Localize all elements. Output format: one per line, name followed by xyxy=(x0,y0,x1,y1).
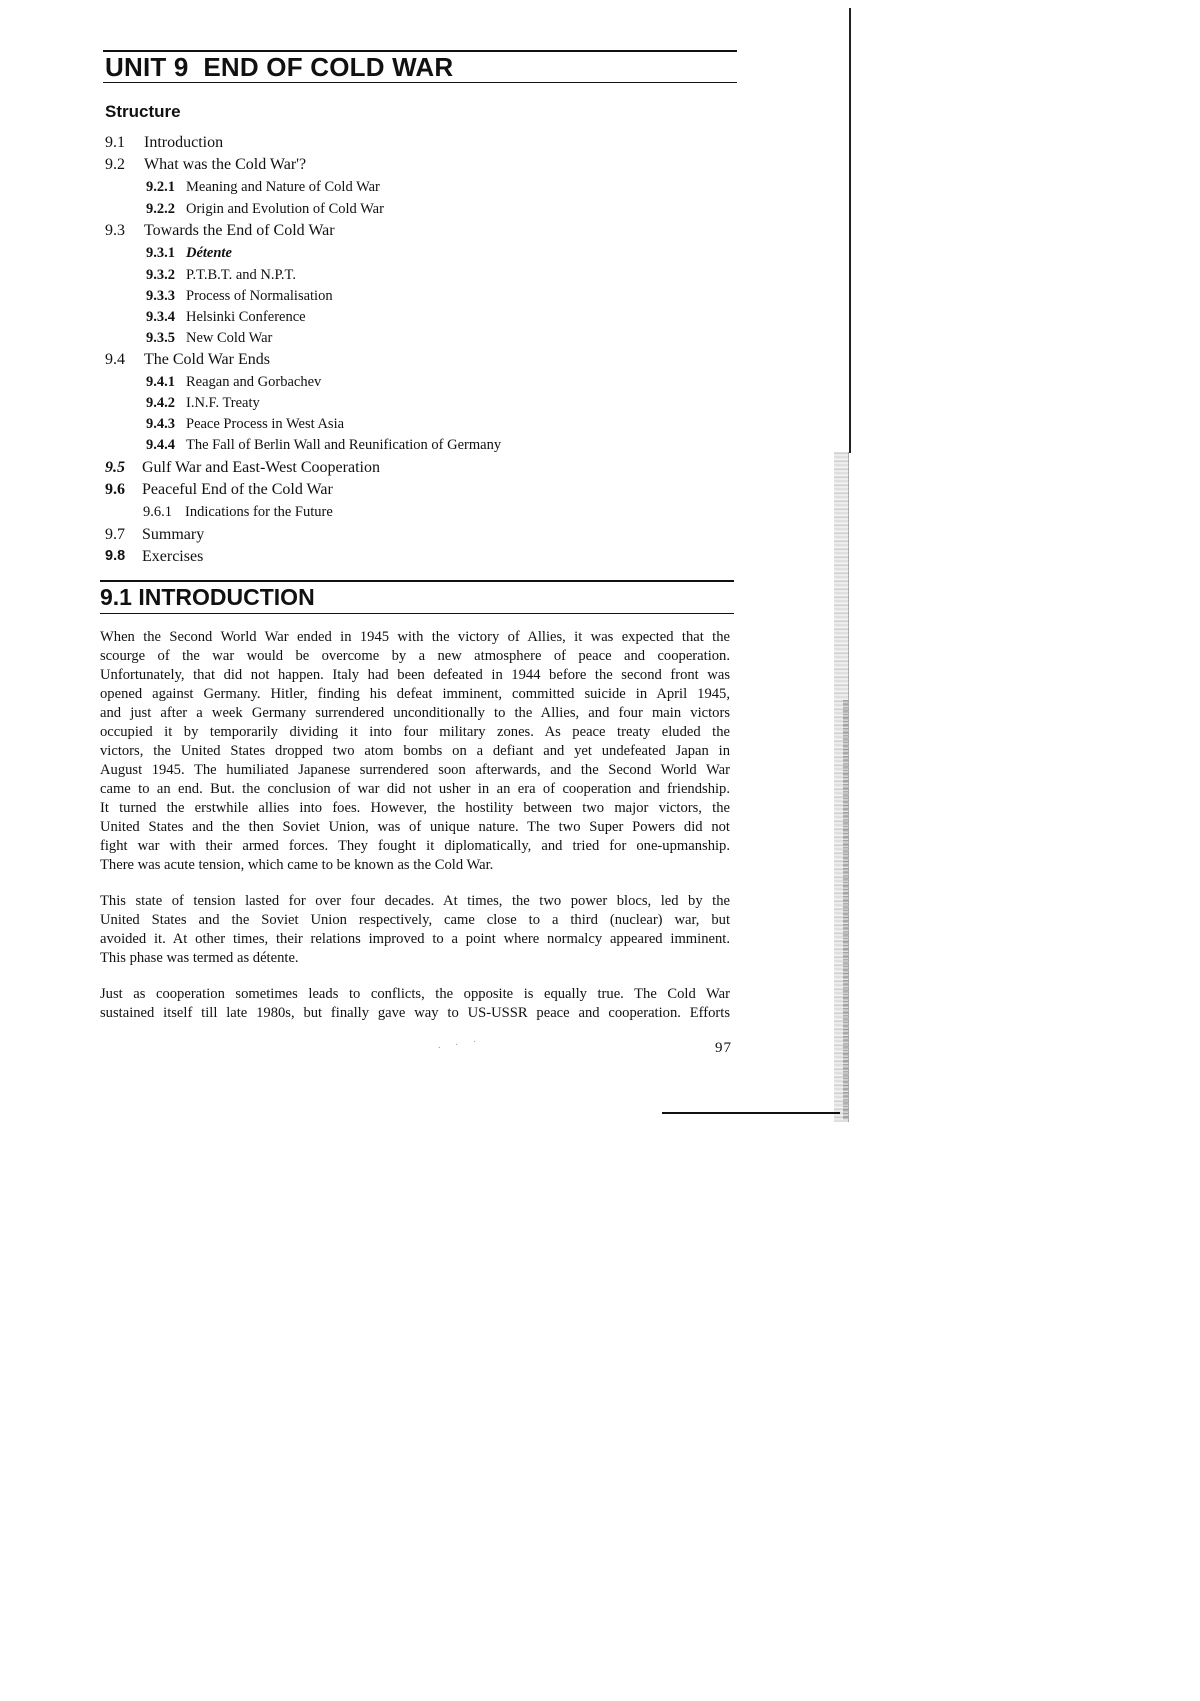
text-line: avoided it. At other times, their relations improved to a point where normalcy appeared imminent. xyxy=(100,931,730,947)
toc-label: I.N.F. Treaty xyxy=(186,395,260,411)
toc-label: Origin and Evolution of Cold War xyxy=(186,201,384,217)
text-line: came to an end. But. the conclusion of war did not usher in an era of cooperation and friendship. xyxy=(100,781,730,797)
toc-number: 9.7 xyxy=(105,526,125,543)
toc-number: 9.3.1 xyxy=(146,245,175,261)
section-bottom-rule xyxy=(100,613,734,614)
binding-line xyxy=(849,8,851,453)
scan-noise: . · ˙ xyxy=(438,1040,483,1051)
toc-label: Meaning and Nature of Cold War xyxy=(186,179,380,195)
text-line: fight war with their armed forces. They fought it diplomatically, and tried for one-upmanship. xyxy=(100,838,730,854)
toc-label: What was the Cold War'? xyxy=(144,156,307,173)
toc-label: Peace Process in West Asia xyxy=(186,416,345,432)
toc-number: 9.3.5 xyxy=(146,330,175,346)
toc-label: Gulf War and East-West Cooperation xyxy=(142,459,380,476)
toc-label: Helsinki Conference xyxy=(186,309,306,325)
toc-label: P.T.B.T. and N.P.T. xyxy=(186,267,296,283)
toc-number: 9.1 xyxy=(105,134,125,151)
toc-number: 9.3 xyxy=(105,222,125,239)
toc-number: 9.4.2 xyxy=(146,395,175,411)
text-line: There was acute tension, which came to be known as the Cold War. xyxy=(100,857,494,873)
text-line: This state of tension lasted for over four decades. At times, the two power blocs, led by the xyxy=(100,893,730,909)
body-paragraph-2 xyxy=(100,892,730,968)
toc-number: 9.4.1 xyxy=(146,374,175,390)
text-line: August 1945. The humiliated Japanese surrendered soon afterwards, and the Second World War xyxy=(100,762,730,778)
toc-number: 9.4.4 xyxy=(146,437,175,453)
body-paragraph-1 xyxy=(100,628,730,875)
toc-label: New Cold War xyxy=(186,330,273,346)
toc-label: Reagan and Gorbachev xyxy=(186,374,322,390)
toc-number: 9.3.4 xyxy=(146,309,175,325)
toc-number: 9.2 xyxy=(105,156,125,173)
toc-label: Peaceful End of the Cold War xyxy=(142,481,333,498)
text-line: victors, the United States dropped two atom bombs on a defiant and yet undefeated Japan in xyxy=(100,743,730,759)
toc-number: 9.8 xyxy=(105,548,126,564)
text-line: and just after a week Germany surrendered unconditionally to the Allies, and four main victors xyxy=(100,705,730,721)
body-paragraph-3 xyxy=(100,985,730,1023)
text-line: sustained itself till late 1980s, but finally gave way to US-USSR peace and cooperation. Efforts xyxy=(100,1005,730,1021)
text-line: scourge of the war would be overcome by a new atmosphere of peace and cooperation. xyxy=(100,648,730,664)
text-line: When the Second World War ended in 1945 with the victory of Allies, it was expected that the xyxy=(100,629,730,645)
toc-label: Exercises xyxy=(142,548,204,565)
section-title: 9.1 INTRODUCTION xyxy=(100,584,315,610)
structure-heading: Structure xyxy=(105,102,181,121)
text-line: This phase was termed as détente. xyxy=(100,950,299,966)
toc-number: 9.5 xyxy=(105,459,125,476)
text-line: occupied it by temporarily dividing it into four military zones. As peace treaty eluded the xyxy=(100,724,730,740)
toc-number: 9.3.3 xyxy=(146,288,175,304)
text-line: United States and the then Soviet Union, was of unique nature. The two Super Powers did not xyxy=(100,819,730,835)
toc-label: Process of Normalisation xyxy=(186,288,333,304)
toc-number: 9.2.2 xyxy=(146,201,175,217)
section-top-rule xyxy=(100,580,734,582)
toc-number: 9.4 xyxy=(105,351,125,368)
toc-label: Indications for the Future xyxy=(185,504,333,520)
scanned-page-edge-shadow xyxy=(843,700,848,1120)
text-line: opened against Germany. Hitler, finding his defeat imminent, committed suicide in April 1945, xyxy=(100,686,730,702)
toc-number: 9.3.2 xyxy=(146,267,175,283)
text-line: It turned the erstwhile allies into foes. However, the hostility between two major victors, the xyxy=(100,800,730,816)
text-line: Unfortunately, that did not happen. Italy had been defeated in 1944 before the second front was xyxy=(100,667,730,683)
toc-label: Summary xyxy=(142,526,205,543)
toc-number: 9.6.1 xyxy=(143,504,172,520)
toc-number: 9.2.1 xyxy=(146,179,175,195)
toc-label: The Fall of Berlin Wall and Reunification of Germany xyxy=(186,437,502,453)
title-bottom-rule xyxy=(103,82,737,83)
toc-label: Towards the End of Cold War xyxy=(144,222,335,239)
toc-label: Détente xyxy=(186,245,232,261)
toc-label: The Cold War Ends xyxy=(144,351,270,368)
unit-title: UNIT 9 END OF COLD WAR xyxy=(105,52,454,82)
text-line: United States and the Soviet Union respectively, came close to a third (nuclear) war, but xyxy=(100,912,730,928)
toc-label: Introduction xyxy=(144,134,224,151)
footer-rule xyxy=(662,1112,840,1114)
text-line: Just as cooperation sometimes leads to conflicts, the opposite is equally true. The Cold War xyxy=(100,986,730,1002)
page-number: 97 xyxy=(715,1040,732,1056)
toc-number: 9.4.3 xyxy=(146,416,175,432)
toc-number: 9.6 xyxy=(105,481,125,498)
